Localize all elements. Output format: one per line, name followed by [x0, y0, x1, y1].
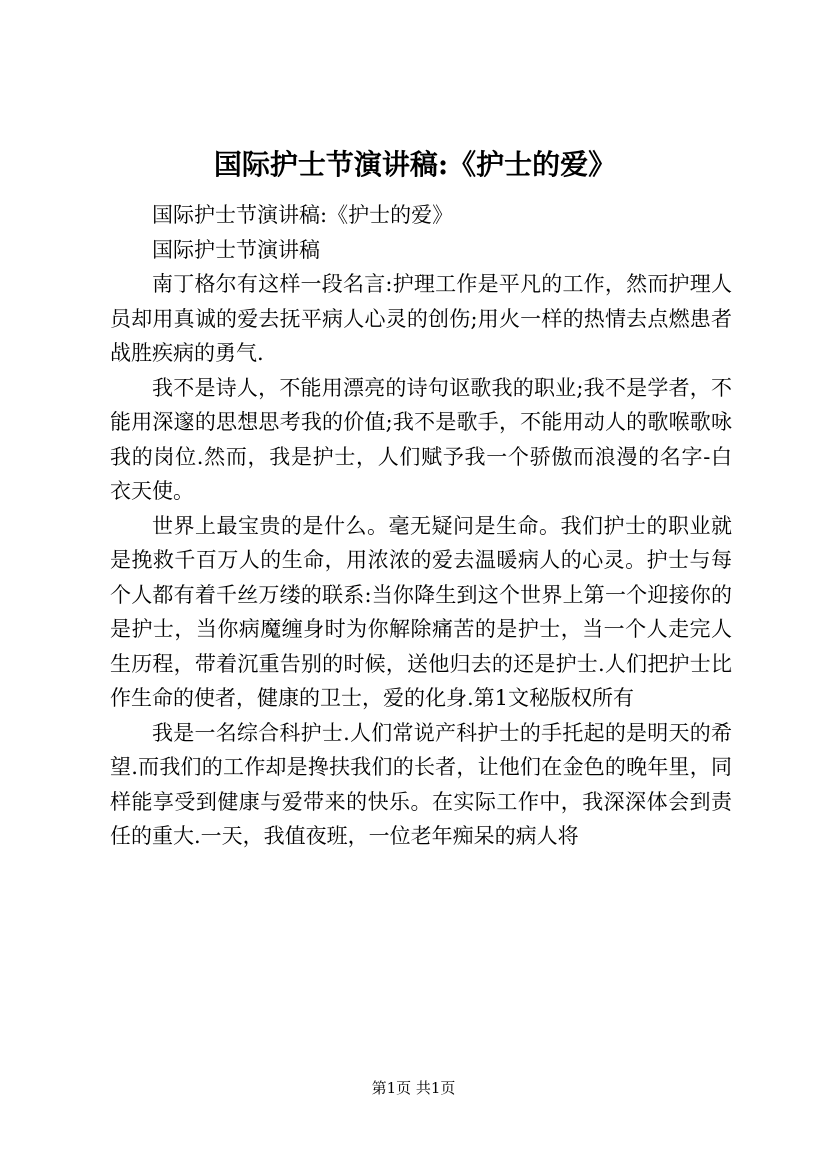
paragraph: 南丁格尔有这样一段名言:护理工作是平凡的工作，然而护理人员却用真诚的爱去抚平病人心灵的创伤;用火一样的热情去点燃患者战胜疾病的勇气. — [110, 272, 732, 365]
paragraph: 我是一名综合科护士.人们常说产科护士的手托起的是明天的希望.而我们的工作却是搀扶我们的长者，让他们在金色的晚年里，同样能享受到健康与爱带来的快乐。在实际工作中，我深深体会到责任的重大.一天，我值夜班，一位老年痴呆的病人将 — [110, 720, 732, 848]
paragraph: 我不是诗人，不能用漂亮的诗句讴歌我的职业;我不是学者，不能用深邃的思想思考我的价值;我不是歌手，不能用动人的歌喉歌咏我的岗位.然而，我是护士，人们赋予我一个骄傲而浪漫的名字-白衣天使。 — [110, 375, 732, 503]
document-body — [110, 198, 732, 854]
page-number-footer: 第1页 共1页 — [371, 1079, 456, 1097]
paragraph: 世界上最宝贵的是什么。毫无疑问是生命。我们护士的职业就是挽救千百万人的生命，用浓浓的爱去温暖病人的心灵。护士与每个人都有着千丝万缕的联系:当你降生到这个世界上第一个迎接你的是护士，当你病魔缠身时为你解除痛苦的是护士，当一个人走完人生历程，带着沉重告别的时候，送他归去的还是护士.人们把护士比作生命的使者，健康的卫士，爱的化身.第1文秘版权所有 — [110, 513, 732, 710]
paragraph-heading: 国际护士节演讲稿 — [152, 237, 320, 262]
paragraph-subtitle: 国际护士节演讲稿:《护士的爱》 — [152, 203, 454, 227]
document-title: 国际护士节演讲稿:《护士的爱》 — [213, 148, 617, 181]
